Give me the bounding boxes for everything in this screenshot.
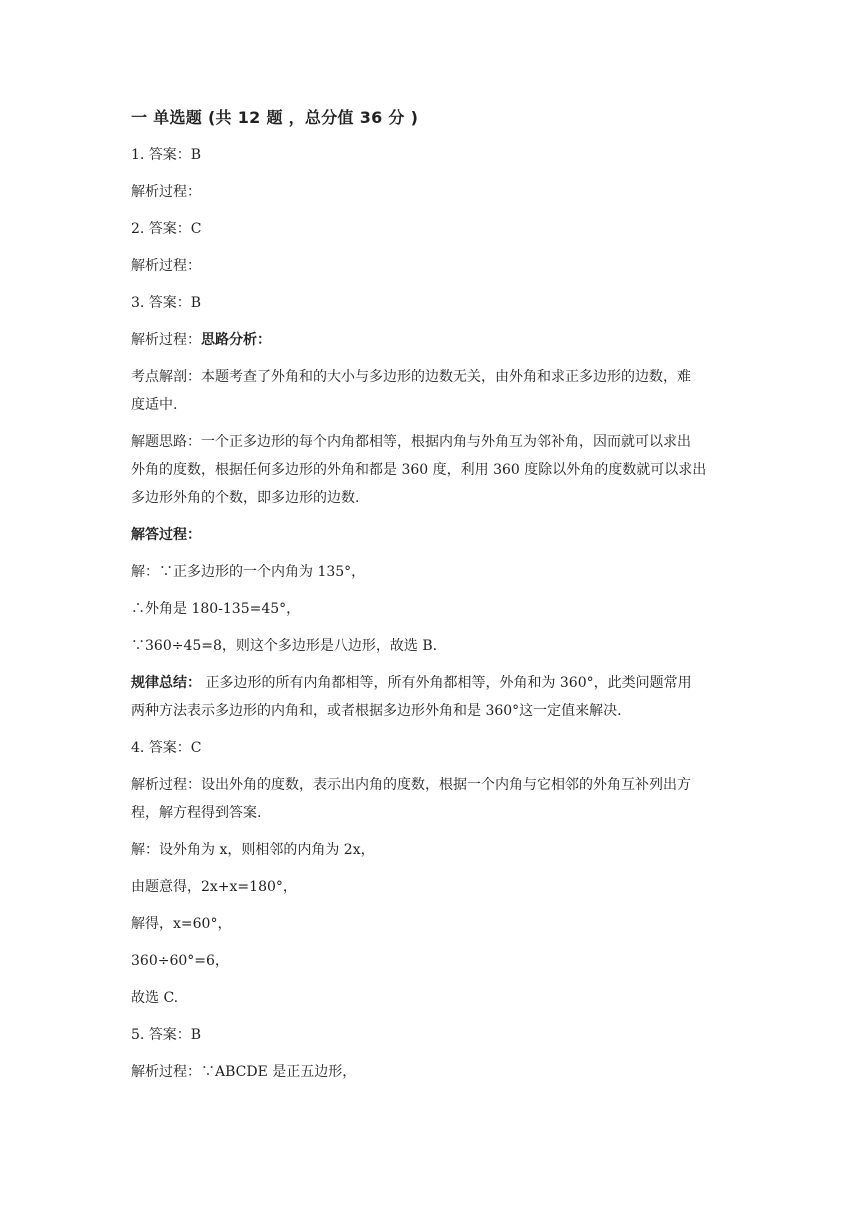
q1-analysis: 解析过程： — [131, 184, 201, 200]
q3-kaodian-line-2: 度适中. — [131, 397, 178, 413]
q2-analysis: 解析过程： — [131, 258, 201, 274]
q3-analysis — [131, 330, 271, 350]
q5-analysis: 解析过程：∵ABCDE 是正五边形， — [131, 1064, 357, 1080]
q3-silu-fenxi-heading: 思路分析： — [201, 332, 271, 348]
q3-answer: 3. 答案：B — [131, 295, 202, 311]
q3-jieda-heading: 解答过程： — [131, 527, 201, 543]
q5-answer: 5. 答案：B — [131, 1027, 202, 1043]
q2-answer: 2. 答案：C — [131, 221, 202, 237]
q3-silu-line-3: 多边形外角的个数，即多边形的边数. — [131, 490, 360, 506]
q4-step-1: 解：设外角为 x，则相邻的内角为 2x， — [131, 842, 375, 858]
section-title: 一 单选题 (共 12 题 ，总分值 36 分 ) — [131, 108, 419, 127]
q4-step-4: 360÷60°=6， — [131, 953, 229, 969]
q1-answer: 1. 答案：B — [131, 147, 202, 163]
q3-summary-label: 规律总结： — [131, 675, 201, 691]
q3-summary-line-1 — [131, 673, 692, 693]
q3-summary-text: 正多边形的所有内角都相等，所有外角都相等，外角和为 360°，此类问题常用 — [201, 675, 692, 691]
q3-step-2: ∴外角是 180-135=45°， — [131, 601, 301, 617]
q4-step-5: 故选 C. — [131, 990, 179, 1006]
q3-summary-line-2: 两种方法表示多边形的内角和，或者根据多边形外角和是 360°这一定值来解决. — [131, 703, 622, 719]
q4-step-3: 解得，x=60°， — [131, 916, 232, 932]
q4-step-2: 由题意得，2x+x=180°， — [131, 879, 297, 895]
q4-analysis-line-2: 程，解方程得到答案. — [131, 805, 262, 821]
q4-answer: 4. 答案：C — [131, 740, 202, 756]
q3-step-3: ∵360÷45=8，则这个多边形是八边形，故选 B. — [131, 638, 438, 654]
q3-silu-line-2: 外角的度数，根据任何多边形的外角和都是 360 度，利用 360 度除以外角的度数就可以求出 — [131, 462, 707, 478]
q3-analysis-label: 解析过程： — [131, 332, 201, 348]
q3-kaodian-line-1: 考点解剖：本题考查了外角和的大小与多边形的边数无关，由外角和求正多边形的边数，难 — [131, 369, 691, 385]
q4-analysis-line-1: 解析过程：设出外角的度数，表示出内角的度数，根据一个内角与它相邻的外角互补列出方 — [131, 777, 691, 793]
q3-silu-line-1: 解题思路：一个正多边形的每个内角都相等，根据内角与外角互为邻补角，因而就可以求出 — [131, 434, 691, 450]
q3-step-1: 解：∵正多边形的一个内角为 135°， — [131, 564, 366, 580]
